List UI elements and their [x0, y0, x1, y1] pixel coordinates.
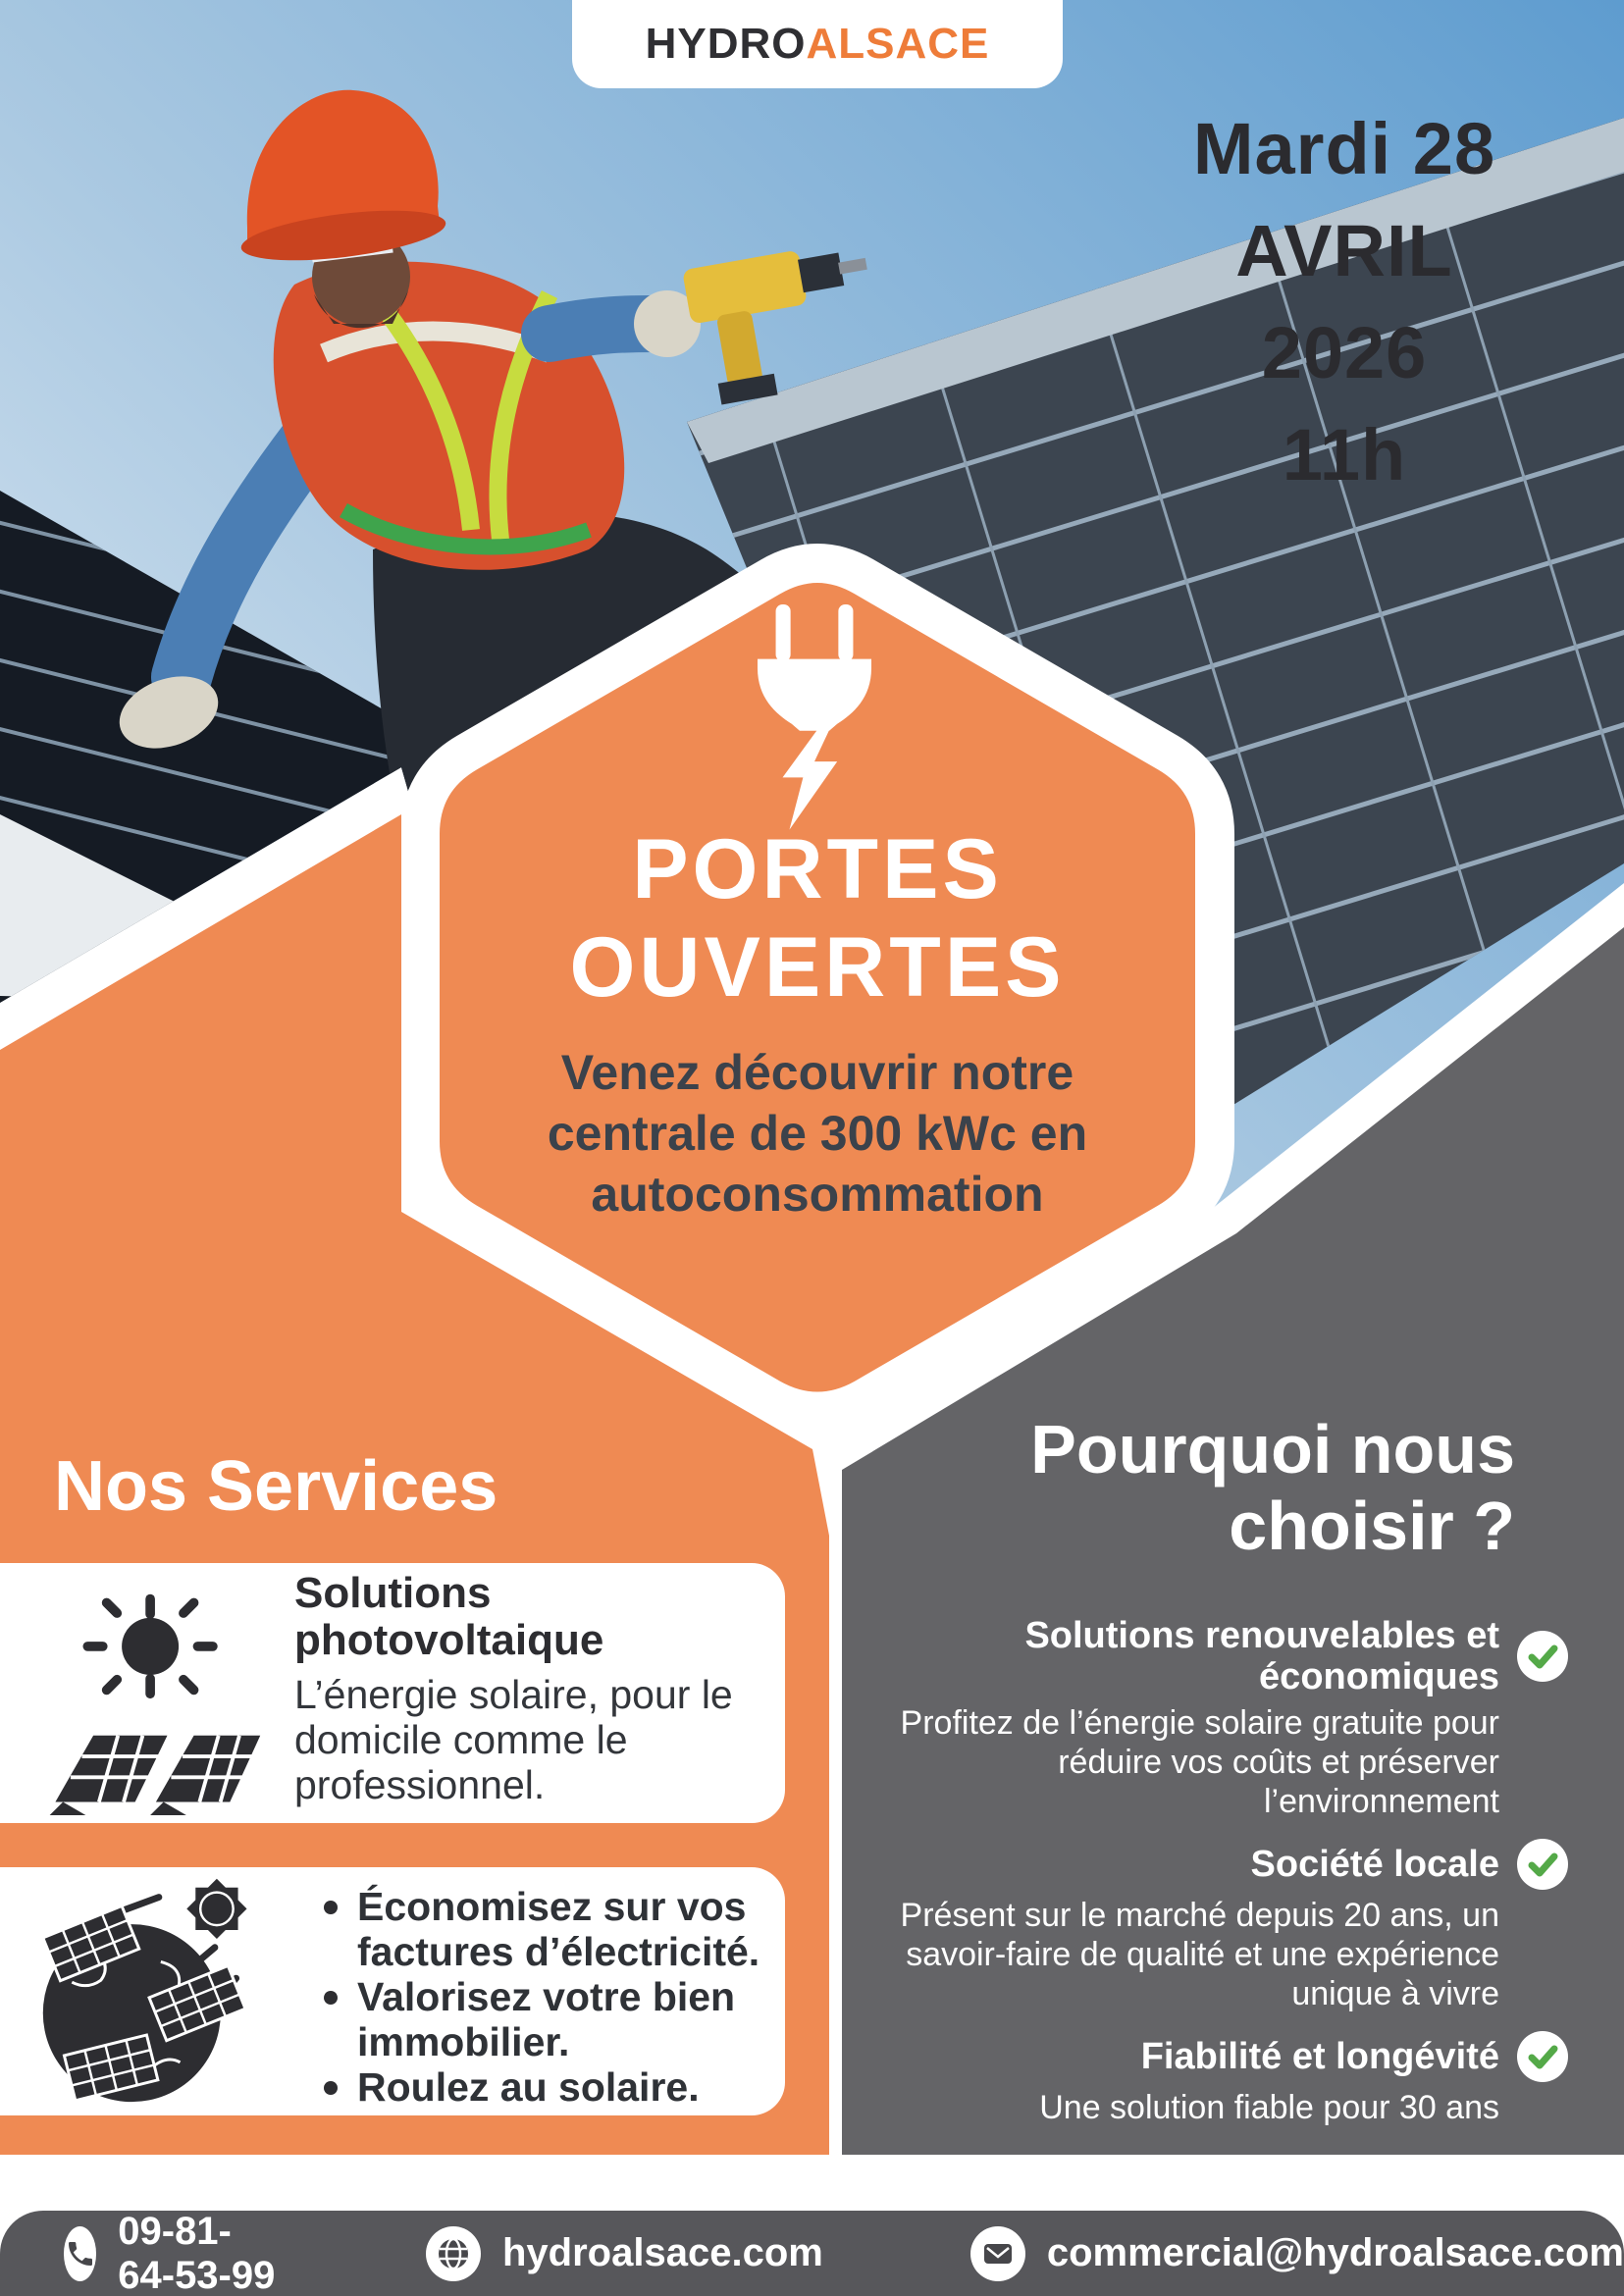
check-circle-icon: [1517, 2031, 1568, 2082]
website-url: hydroalsace.com: [502, 2231, 823, 2274]
why-item-body: Profitez de l’énergie solaire gratuite pour réduire vos coûts et préserver l’environnement: [900, 1704, 1499, 1820]
services-heading: Nos Services: [54, 1447, 498, 1526]
solar-earth-sun-icon: [31, 1870, 271, 2112]
why-item-title: Société locale: [1250, 1844, 1499, 1885]
event-title: [449, 820, 1185, 1017]
service-card-title: Solutions photovoltaique: [294, 1569, 604, 1664]
why-item: [873, 2031, 1572, 2127]
benefits-list: [324, 1884, 775, 2110]
why-item-title: Fiabilité et longévité: [1140, 2036, 1499, 2077]
date-line: AVRIL: [1235, 210, 1453, 291]
globe-icon: [426, 2226, 481, 2281]
bullet-icon: [324, 1901, 338, 1914]
bullet-icon: [324, 1991, 338, 2005]
event-title-line: OUVERTES: [569, 920, 1066, 1015]
bullet-icon: [324, 2081, 338, 2095]
list-item: [324, 2064, 775, 2110]
event-title-line: PORTES: [632, 822, 1003, 916]
list-item-text: Roulez au solaire.: [357, 2064, 700, 2110]
why-item-body: Une solution fiable pour 30 ans: [1039, 2089, 1499, 2126]
list-item-text: Économisez sur vos factures d’électricité.: [357, 1884, 760, 1974]
event-subtitle: Venez découvrir notre centrale de 300 kWc en autoconsommation: [547, 1045, 1088, 1222]
phone-number: 09-81-64-53-99: [118, 2209, 276, 2296]
contact-footer: [0, 2211, 1624, 2296]
date-line: 11h: [1282, 414, 1407, 496]
why-heading-line: choisir ?: [1229, 1487, 1515, 1564]
event-date: [1114, 98, 1575, 506]
phone-icon: [64, 2226, 96, 2281]
website-contact[interactable]: [426, 2226, 823, 2281]
why-section: [873, 1411, 1572, 2145]
service-card-body: L’énergie solaire, pour le domicile comme le professionnel.: [294, 1672, 733, 1807]
list-item: [324, 1884, 775, 1974]
plug-lightning-icon: [758, 604, 871, 832]
phone-contact[interactable]: [64, 2210, 279, 2296]
why-item-title: Solutions renouvelables et économiques: [1024, 1615, 1499, 1697]
email-icon: [970, 2226, 1025, 2281]
sun-solar-panels-icon: [41, 1588, 265, 1815]
brand-badge: [572, 0, 1063, 88]
list-item: [324, 1974, 775, 2064]
check-circle-icon: [1517, 1839, 1568, 1890]
date-line: 2026: [1261, 312, 1428, 393]
email-contact[interactable]: [970, 2226, 1624, 2281]
sun-star: [186, 1879, 246, 1939]
why-heading: [873, 1411, 1572, 1564]
why-item-body: Présent sur le marché depuis 20 ans, un savoir-faire de qualité et une expérience unique à vivre: [900, 1897, 1499, 2012]
brand-name-primary: HYDRO: [645, 20, 807, 68]
list-item-text: Valorisez votre bien immobilier.: [357, 1974, 736, 2064]
check-circle-icon: [1517, 1631, 1568, 1682]
why-item: [873, 1839, 1572, 2013]
why-item: [873, 1615, 1572, 1821]
why-heading-line: Pourquoi nous: [1030, 1411, 1515, 1487]
date-line: Mardi 28: [1192, 108, 1496, 189]
brand-name-secondary: ALSACE: [806, 20, 990, 68]
email-address: commercial@hydroalsace.com: [1046, 2231, 1624, 2274]
